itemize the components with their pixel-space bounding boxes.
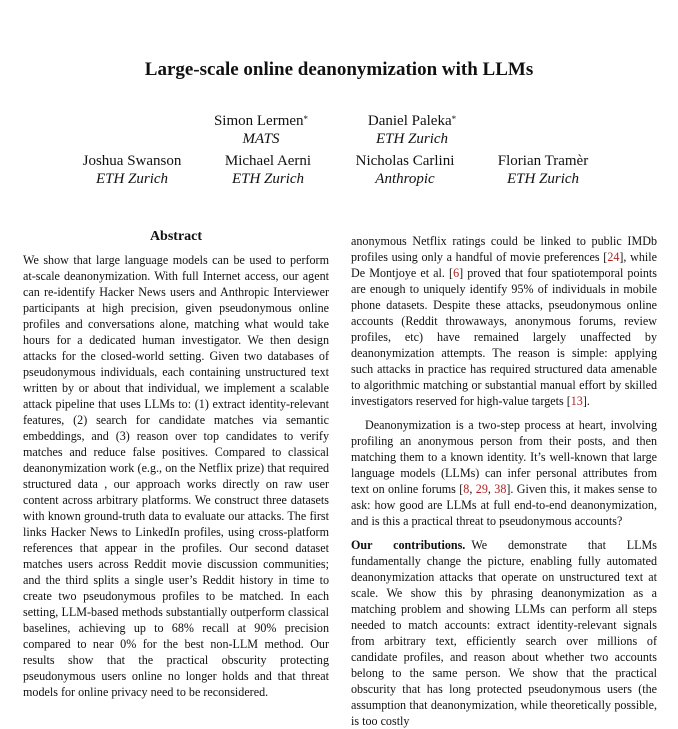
author-affiliation: Anthropic: [375, 171, 435, 187]
contributions-paragraph: Our contributions. We demonstrate that LLMs fundamentally change the picture, enabling fully automated deanonymization attacks that operate on unstructured text at scale. We show this by phrasing deanonymization as a matching problem and showing LLMs can perform all steps needed to match accounts: extract identity-relevant signals from arbitrary text, efficiently search over millions of candidate profiles, and reason about whether two accounts belong to the same person. We show that the practical obscurity that has long protected pseudonymous users (the assumption that deanonymization, while theoretically possible, is too costly: [351, 538, 658, 728]
author-affiliation: ETH Zurich: [95, 171, 169, 187]
author-block: [327, 112, 497, 148]
author-name: Nicholas Carlini: [355, 153, 455, 169]
citation-link[interactable]: 29: [475, 482, 488, 496]
author-affiliation: ETH Zurich: [375, 131, 449, 147]
author-name: Michael Aerni: [224, 153, 312, 169]
abstract-heading: Abstract: [149, 229, 203, 244]
author-affiliation: MATS: [242, 131, 280, 147]
author-name: Joshua Swanson: [82, 153, 182, 169]
author-affiliation: ETH Zurich: [231, 171, 305, 187]
abstract-text: We show that large language models can be used to perform at-scale deanonymization. With full Internet access, our agent can re-identify Hacker News users and Anthropic Interviewer participants at high precision, given pseudonymous online profiles and conversations alone, matching what would take hours for a dedicated human investigator. We then design attacks for the closed-world setting. Given two databases of pseudonymous individuals, each containing unstructured text written by or about that individual, we implement a scalable attack pipeline that uses LLMs to: (1) extract identity-relevant features, (2) search for candidate matches via semantic embeddings, and (3) reason over top candidates to verify matches and reduce false positives. Compared to classical deanonymization work (e.g., on the Netflix prize) that required structured data , our approach works directly on raw user content across arbitrary platforms. We construct three datasets with known ground-truth data to evaluate our attacks. The first links Hacker News to LinkedIn profiles, using cross-platform references that appear in the profiles. Our second dataset matches users across Reddit movie discussion communities; and the third splits a single user’s Reddit history in time to create two pseudonymous profiles to be matched. In each setting, LLM-based methods substantially outperform classical baselines, achieving up to 68% recall at 90% precision compared to near 0% for the best non-LLM method. Our results show that the practical obscurity protecting pseudonymous users online no longer holds and that threat models for online privacy need to be reconsidered.: [23, 253, 329, 699]
introduction-column: [351, 233, 657, 729]
intro-paragraph: anonymous Netflix ratings could be linked to public IMDb profiles using only a handful of movie preferences [24], while De Montjoye et al. [6] proved that four spatiotemporal points are enough to uniquely identify 95% of individuals in mobile phone datasets. Despite these attacks, pseudonymous online accounts (Reddit throwaways, anonymous forums, review profiles, etc) have remained largely unaffected by deanonymization attempts. The reason is simple: applying such attacks in practice has required structured data amenable to algorithmic matching or substantial manual effort by skilled investigators reserved for high-value targets [13].: [351, 234, 657, 408]
citation-link[interactable]: 6: [453, 266, 460, 280]
author-block: [458, 152, 628, 188]
abstract-section: [23, 228, 329, 700]
citation-link[interactable]: 38: [494, 482, 507, 496]
author-name: Florian Tramèr: [497, 153, 589, 169]
contributions-heading: Our contributions.: [351, 538, 466, 552]
author-affiliation: ETH Zurich: [506, 171, 580, 187]
author-block: [176, 112, 346, 148]
author-name: Simon Lermen*: [213, 113, 309, 129]
equal-contribution-mark: *: [303, 114, 309, 124]
equal-contribution-mark: *: [451, 114, 457, 124]
citation-link[interactable]: 13: [570, 394, 583, 408]
citation-link[interactable]: 24: [607, 250, 620, 264]
paper-title: Large-scale online deanonymization with LLMs: [144, 59, 534, 80]
author-name: Daniel Paleka*: [367, 113, 457, 129]
intro-paragraph: Deanonymization is a two-step process at heart, involving profiling an anonymous person from their posts, and then matching them to a known identity. It’s well-known that large language models (LLMs) can infer personal attributes from text on online forums [8, 29, 38]. Given this, it makes sense to ask: how good are LLMs at full end-to-end deanonymization, and is this a practical threat to pseudonymous accounts?: [351, 418, 658, 528]
citation-link[interactable]: 8: [463, 482, 470, 496]
